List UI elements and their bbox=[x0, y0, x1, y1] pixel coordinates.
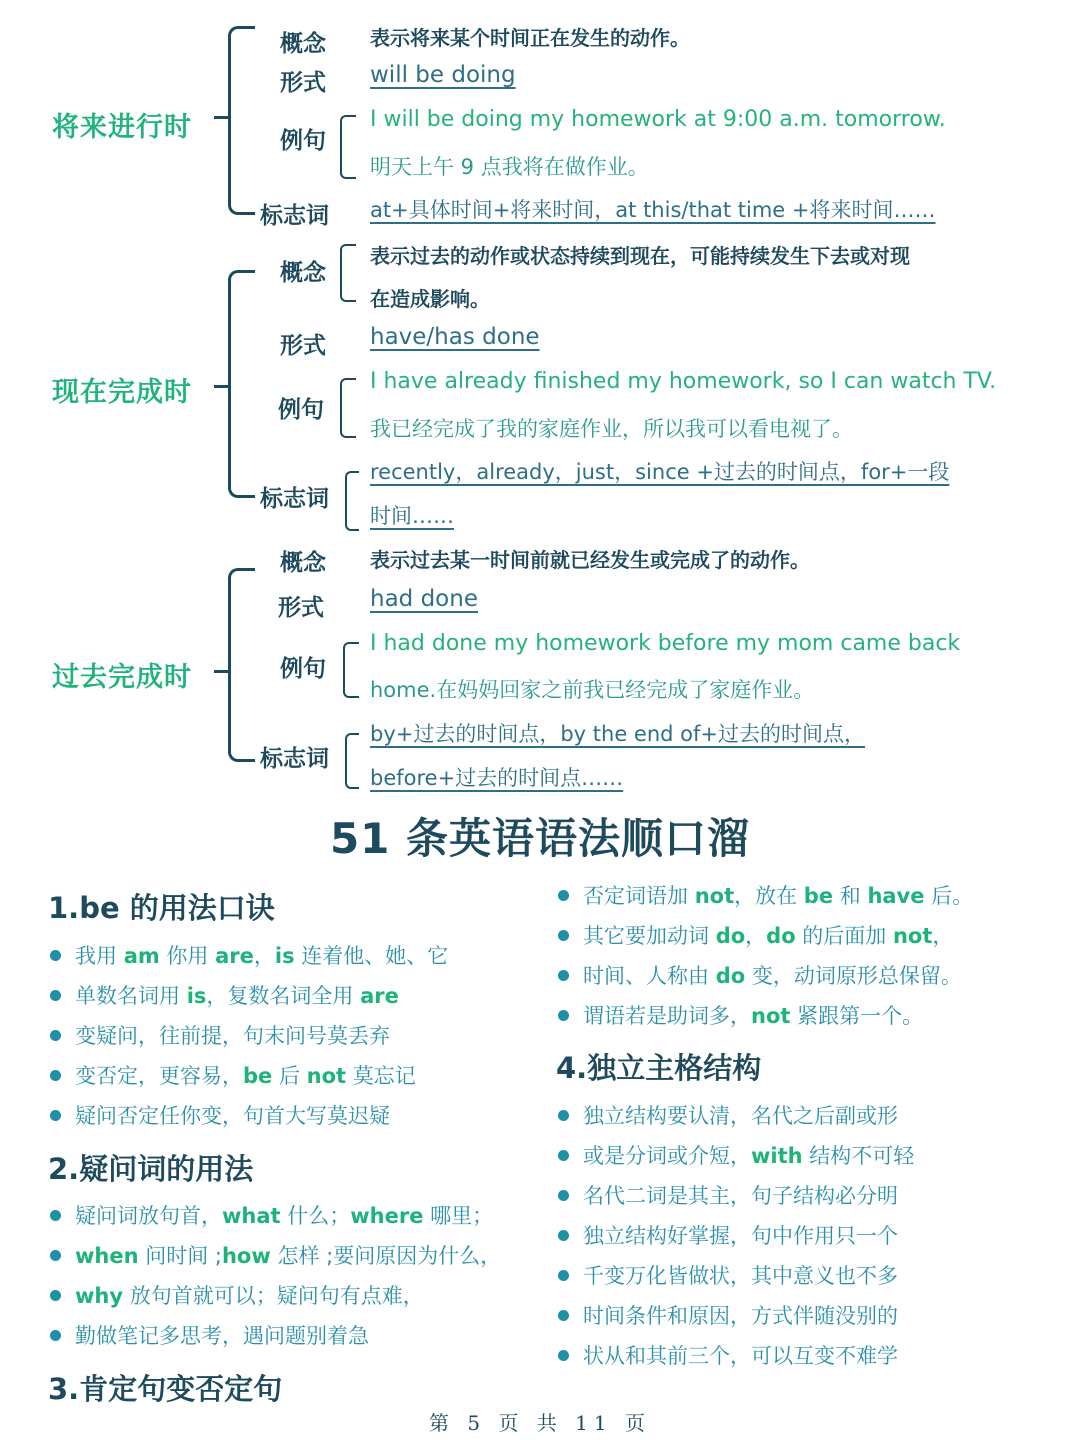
list-item bbox=[558, 1340, 898, 1370]
list-item bbox=[558, 1220, 898, 1250]
bullet-dot-icon bbox=[50, 1330, 61, 1341]
bullet-text: 或是分词或介短， bbox=[583, 1144, 751, 1168]
bullet-dot-icon bbox=[558, 1230, 569, 1241]
tense-bracket bbox=[228, 568, 255, 762]
bullet-text: 哪里； bbox=[423, 1204, 494, 1228]
example-zh: home.在妈妈回家之前我已经完成了家庭作业。 bbox=[370, 678, 815, 702]
bullet-dot-icon bbox=[558, 1350, 569, 1361]
bullet-text: 单数名词用 bbox=[75, 984, 187, 1008]
list-item bbox=[558, 960, 962, 990]
keyword: am bbox=[123, 944, 160, 968]
bullet-text: 紧跟第一个。 bbox=[790, 1004, 924, 1028]
page-number: 第 5 页 共 11 页 bbox=[429, 1411, 651, 1435]
bullet-text: 连着他、她、它 bbox=[294, 944, 449, 968]
example-en: I had done my homework before my mom came back bbox=[370, 631, 961, 656]
bullet-dot-icon bbox=[558, 890, 569, 901]
marker-label: 标志词 bbox=[260, 746, 329, 772]
list-item bbox=[558, 1100, 898, 1130]
bullet-dot-icon bbox=[558, 1110, 569, 1121]
marker-words: at+具体时间+将来时间，at this/that time +将来时间…… bbox=[370, 198, 936, 222]
list-item bbox=[558, 1260, 898, 1290]
keyword: not bbox=[306, 1064, 347, 1088]
bullet-dot-icon bbox=[50, 950, 61, 961]
bullet-dot-icon bbox=[50, 1210, 61, 1221]
bullet-text: 变，动词原形总保留。 bbox=[745, 964, 962, 988]
list-item bbox=[50, 1280, 424, 1310]
form-label: 形式 bbox=[278, 595, 324, 621]
form-label: 形式 bbox=[280, 333, 326, 359]
section-title: 2.疑问词的用法 bbox=[48, 1152, 254, 1186]
keyword: is bbox=[186, 984, 207, 1008]
bullet-text: 独立结构好掌握，句中作用只一个 bbox=[583, 1224, 898, 1248]
bullet-text: 勤做笔记多思考，遇问题别着急 bbox=[75, 1324, 369, 1348]
bullet-text: 和 bbox=[833, 884, 868, 908]
example-zh: 我已经完成了我的家庭作业，所以我可以看电视了。 bbox=[370, 417, 853, 441]
keyword: where bbox=[350, 1204, 424, 1228]
page-title: 51 条英语语法顺口溜 bbox=[329, 814, 751, 863]
example-zh: 明天上午 9 点我将在做作业。 bbox=[370, 155, 649, 179]
concept-label: 概念 bbox=[280, 31, 326, 57]
section-title: 4.独立主格结构 bbox=[556, 1051, 762, 1085]
bullet-text: 结构不可轻 bbox=[802, 1144, 915, 1168]
keyword: have bbox=[867, 884, 925, 908]
marker-words: 时间…… bbox=[370, 504, 454, 528]
marker-bracket bbox=[345, 733, 359, 789]
bullet-text: 我用 bbox=[75, 944, 124, 968]
list-item bbox=[50, 1320, 369, 1350]
keyword: is bbox=[274, 944, 295, 968]
bracket-tick bbox=[214, 116, 229, 119]
bullet-text: 时间、人称由 bbox=[583, 964, 716, 988]
list-item bbox=[558, 920, 953, 950]
bullet-dot-icon bbox=[50, 990, 61, 1001]
bullet-text: ， bbox=[745, 924, 767, 948]
bullet-text: 名代二词是其主，句子结构必分明 bbox=[583, 1184, 898, 1208]
concept-text: 在造成影响。 bbox=[370, 287, 490, 311]
keyword: do bbox=[715, 964, 746, 988]
bullet-dot-icon bbox=[50, 1110, 61, 1121]
keyword: be bbox=[803, 884, 834, 908]
keyword: do bbox=[715, 924, 746, 948]
bullet-dot-icon bbox=[50, 1290, 61, 1301]
list-item bbox=[50, 1240, 501, 1270]
form-text: will be doing bbox=[370, 62, 516, 88]
section-title: 1.be 的用法口诀 bbox=[48, 891, 275, 925]
example-bracket bbox=[340, 115, 356, 179]
example-label: 例句 bbox=[280, 128, 326, 154]
marker-words: recently，already，just，since +过去的时间点，for+一段 bbox=[370, 460, 950, 484]
bullet-text: 后 bbox=[272, 1064, 307, 1088]
marker-label: 标志词 bbox=[260, 486, 329, 512]
example-en: I will be doing my homework at 9:00 a.m. tomorrow. bbox=[370, 107, 946, 132]
form-text: have/has done bbox=[370, 324, 540, 350]
tense-name: 现在完成时 bbox=[52, 377, 192, 408]
list-item bbox=[558, 1300, 898, 1330]
keyword: how bbox=[221, 1244, 271, 1268]
bullet-text: ，复数名词全用 bbox=[206, 984, 361, 1008]
keyword: do bbox=[766, 924, 796, 948]
concept-label: 概念 bbox=[280, 550, 326, 576]
bullet-text: 怎样 ;要问原因为什么， bbox=[270, 1244, 502, 1268]
marker-words: by+过去的时间点，by the end of+过去的时间点， bbox=[370, 722, 865, 746]
bullet-text: 变疑问，往前提，句末问号莫丢弃 bbox=[75, 1024, 390, 1048]
bullet-text: ，放在 bbox=[734, 884, 804, 908]
bullet-text: 疑问词放句首， bbox=[75, 1204, 222, 1228]
list-item bbox=[50, 980, 399, 1010]
tense-name: 将来进行时 bbox=[52, 112, 192, 143]
example-bracket bbox=[343, 642, 359, 698]
list-item bbox=[50, 1060, 416, 1090]
concept-text: 表示过去某一时间前就已经发生或完成了的动作。 bbox=[370, 548, 810, 572]
example-en: I have already finished my homework, so I can watch TV. bbox=[370, 369, 997, 394]
form-label: 形式 bbox=[280, 70, 326, 96]
concept-text: 表示将来某个时间正在发生的动作。 bbox=[370, 26, 690, 50]
bullet-dot-icon bbox=[558, 1270, 569, 1281]
bracket-tick bbox=[214, 385, 229, 388]
keyword: what bbox=[222, 1204, 281, 1228]
list-item bbox=[50, 1100, 390, 1130]
keyword: why bbox=[75, 1284, 124, 1308]
bullet-text: 你用 bbox=[159, 944, 216, 968]
bullet-text: 的后面加 bbox=[795, 924, 893, 948]
bullet-text: 变否定，更容易， bbox=[75, 1064, 243, 1088]
bullet-text: 莫忘记 bbox=[346, 1064, 416, 1088]
bullet-dot-icon bbox=[50, 1070, 61, 1081]
list-item bbox=[558, 880, 973, 910]
tense-bracket bbox=[228, 270, 255, 498]
form-text: had done bbox=[370, 586, 478, 612]
bullet-dot-icon bbox=[558, 1010, 569, 1021]
bullet-dot-icon bbox=[558, 1150, 569, 1161]
tense-name: 过去完成时 bbox=[52, 662, 192, 693]
bullet-text: 后。 bbox=[924, 884, 974, 908]
keyword: when bbox=[75, 1244, 139, 1268]
bullet-text: 谓语若是助词多， bbox=[583, 1004, 751, 1028]
concept-bracket bbox=[340, 244, 356, 302]
concept-label: 概念 bbox=[280, 260, 326, 286]
example-bracket bbox=[340, 378, 356, 438]
keyword: not bbox=[892, 924, 933, 948]
bullet-text: 状从和其前三个，可以互变不难学 bbox=[583, 1344, 898, 1368]
example-label: 例句 bbox=[280, 656, 326, 682]
bullet-text: ， bbox=[253, 944, 275, 968]
marker-bracket bbox=[345, 471, 359, 531]
tense-bracket bbox=[228, 26, 255, 215]
list-item bbox=[50, 940, 448, 970]
bullet-text: ， bbox=[932, 924, 954, 948]
bullet-dot-icon bbox=[558, 1190, 569, 1201]
bullet-text: 疑问否定任你变，句首大写莫迟疑 bbox=[75, 1104, 390, 1128]
list-item bbox=[50, 1200, 493, 1230]
bullet-text: 千变万化皆做状，其中意义也不多 bbox=[583, 1264, 898, 1288]
bullet-dot-icon bbox=[558, 1310, 569, 1321]
list-item bbox=[558, 1140, 914, 1170]
example-label: 例句 bbox=[278, 397, 324, 423]
keyword: be bbox=[243, 1064, 273, 1088]
concept-text: 表示过去的动作或状态持续到现在，可能持续发生下去或对现 bbox=[370, 244, 910, 268]
bullet-text: 什么； bbox=[280, 1204, 351, 1228]
bullet-dot-icon bbox=[50, 1250, 61, 1261]
section-title: 3.肯定句变否定句 bbox=[48, 1372, 283, 1406]
marker-label: 标志词 bbox=[260, 203, 329, 229]
bullet-text: 其它要加动词 bbox=[583, 924, 716, 948]
list-item bbox=[558, 1000, 923, 1030]
marker-words: before+过去的时间点…… bbox=[370, 766, 624, 790]
keyword: are bbox=[215, 944, 254, 968]
list-item bbox=[558, 1180, 898, 1210]
bullet-text: 时间条件和原因，方式伴随没别的 bbox=[583, 1304, 898, 1328]
bullet-dot-icon bbox=[50, 1030, 61, 1041]
bracket-tick bbox=[214, 670, 229, 673]
bullet-text: 否定词语加 bbox=[583, 884, 695, 908]
bullet-dot-icon bbox=[558, 970, 569, 981]
bullet-text: 问时间 ; bbox=[138, 1244, 222, 1268]
keyword: not bbox=[751, 1004, 791, 1028]
bullet-dot-icon bbox=[558, 930, 569, 941]
keyword: are bbox=[360, 984, 399, 1008]
keyword: not bbox=[694, 884, 735, 908]
bullet-text: 独立结构要认清，名代之后副或形 bbox=[583, 1104, 898, 1128]
bullet-text: 放句首就可以；疑问句有点难， bbox=[123, 1284, 424, 1308]
keyword: with bbox=[751, 1144, 803, 1168]
list-item bbox=[50, 1020, 390, 1050]
